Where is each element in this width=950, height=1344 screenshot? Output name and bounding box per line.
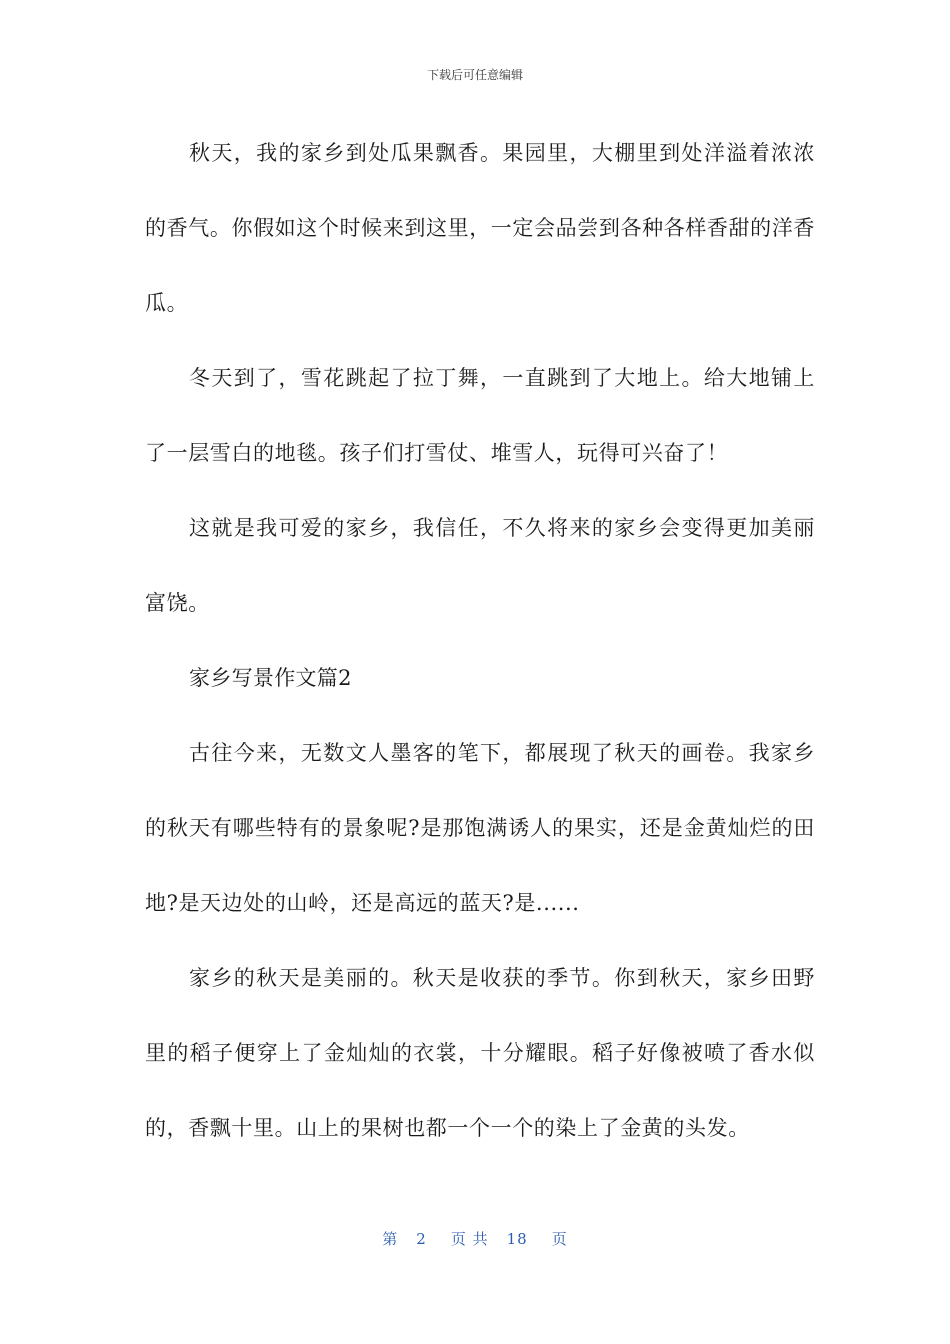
footer-current-page: 2 [416, 1230, 427, 1248]
footer-middle: 页 共 [450, 1230, 489, 1248]
page-header: 下载后可任意编辑 [426, 68, 523, 82]
paragraph-autumn-fruit: 秋天，我的家乡到处瓜果飘香。果园里，大棚里到处洋溢着浓浓的香气。你假如这个时候来到这里，一定会品尝到各种各样香甜的洋香瓜。 [145, 141, 815, 315]
document-body [145, 116, 815, 1166]
page-footer [0, 1228, 950, 1249]
footer-total-pages: 18 [506, 1230, 528, 1248]
paragraph-autumn-scroll: 古往今来，无数文人墨客的笔下，都展现了秋天的画卷。我家乡的秋天有哪些特有的景象呢?是那饱满诱人的果实，还是金黄灿烂的田地?是天边处的山岭，还是高远的蓝天?是...... [145, 741, 815, 915]
paragraph-lovely-hometown: 这就是我可爱的家乡，我信任，不久将来的家乡会变得更加美丽富饶。 [145, 516, 815, 615]
footer-suffix: 页 [551, 1230, 568, 1248]
footer-prefix: 第 [382, 1230, 399, 1248]
paragraph-winter-snow: 冬天到了，雪花跳起了拉丁舞，一直跳到了大地上。给大地铺上了一层雪白的地毯。孩子们打雪仗、堆雪人，玩得可兴奋了！ [145, 366, 815, 465]
paragraph-autumn-harvest: 家乡的秋天是美丽的。秋天是收获的季节。你到秋天，家乡田野里的稻子便穿上了金灿灿的衣裳，十分耀眼。稻子好像被喷了香水似的，香飘十里。山上的果树也都一个一个的染上了金黄的头发。 [145, 966, 815, 1140]
essay-heading: 家乡写景作文篇2 [189, 666, 352, 690]
